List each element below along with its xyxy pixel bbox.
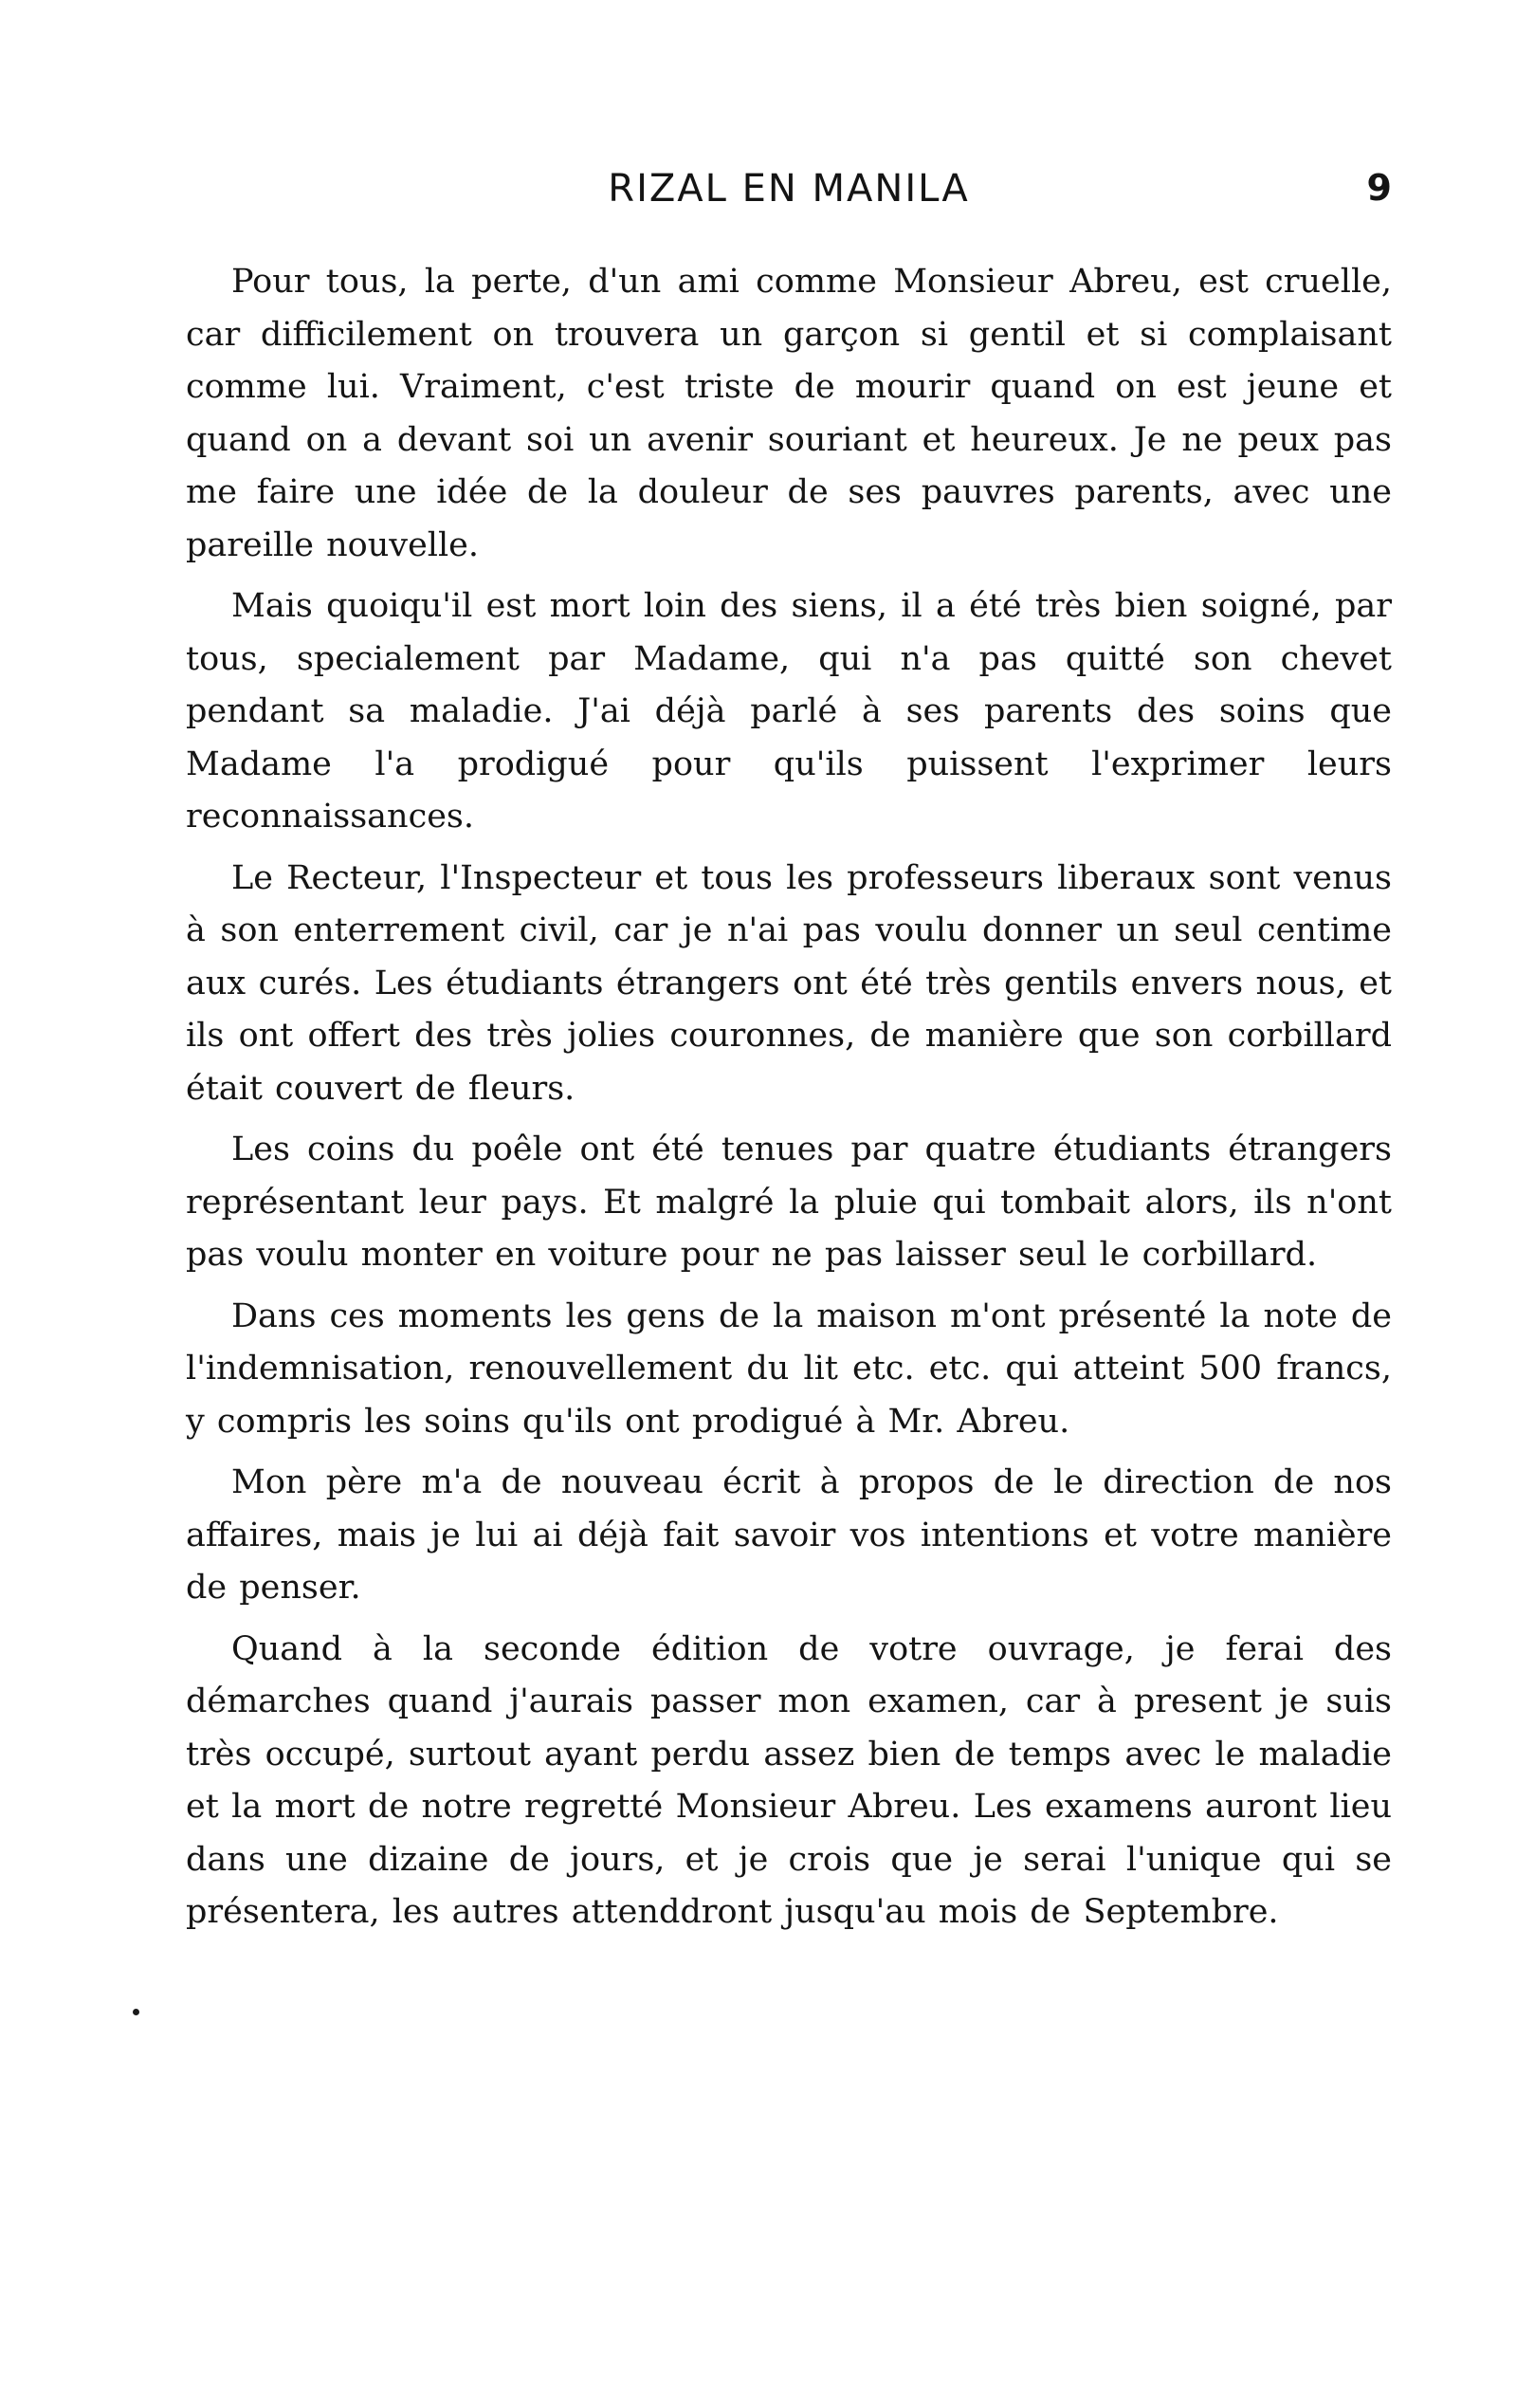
paragraph: Dans ces moments les gens de la maison m'ont présenté la note de l'indemnisation, renouvellement du lit etc. etc. qui atteint 500 francs, y compris les soins qu'ils ont prodigué à Mr. Abreu. [186,1296,1392,1441]
running-title: RIZAL EN MANILA [608,167,970,211]
paragraph: Mon père m'a de nouveau écrit à propos de le direction de nos affaires, mais je lui ai déjà fait savoir vos intentions et votre manière de penser. [186,1463,1392,1607]
body-text [186,256,1392,1948]
page-number: 9 [1366,167,1392,209]
paragraph: Mais quoiqu'il est mort loin des siens, il a été très bien soigné, par tous, specialement par Madame, qui n'a pas quitté son chevet pendant sa maladie. J'ai déjà parlé à ses parents des soins que Madame l'a prodigué pour qu'ils puissent l'exprimer leurs reconnaissances. [186,587,1392,836]
running-head [186,167,1392,224]
paragraph: Les coins du poêle ont été tenues par quatre étudiants étrangers représentant leur pays. Et malgré la pluie qui tombait alors, ils n'ont pas voulu monter en voiture pour ne pas laisser seul le corbillard. [186,1130,1392,1274]
paragraph: Quand à la seconde édition de votre ouvrage, je ferai des démarches quand j'aurais passer mon examen, car à present je suis très occupé, surtout ayant perdu assez bien de temps avec le maladie et la mort de notre regretté Monsieur Abreu. Les examens auront lieu dans une dizaine de jours, et je crois que je serai l'unique qui se présentera, les autres attenddront jusqu'au mois de Septembre. [186,1629,1392,1931]
paragraph: Le Recteur, l'Inspecteur et tous les professeurs liberaux sont venus à son enterrement civil, car je n'ai pas voulu donner un seul centime aux curés. Les étudiants étrangers ont été très gentils envers nous, et ils ont offert des très jolies couronnes, de manière que son corbillard était couvert de fleurs. [186,858,1392,1108]
paragraph: Pour tous, la perte, d'un ami comme Monsieur Abreu, est cruelle, car difficilement on trouvera un garçon si gentil et si complaisant comme lui. Vraiment, c'est triste de mourir quand on est jeune et quand on a devant soi un avenir souriant et heureux. Je ne peux pas me faire une idée de la douleur de ses pauvres parents, avec une pareille nouvelle. [186,263,1392,564]
margin-dot [133,2009,139,2015]
